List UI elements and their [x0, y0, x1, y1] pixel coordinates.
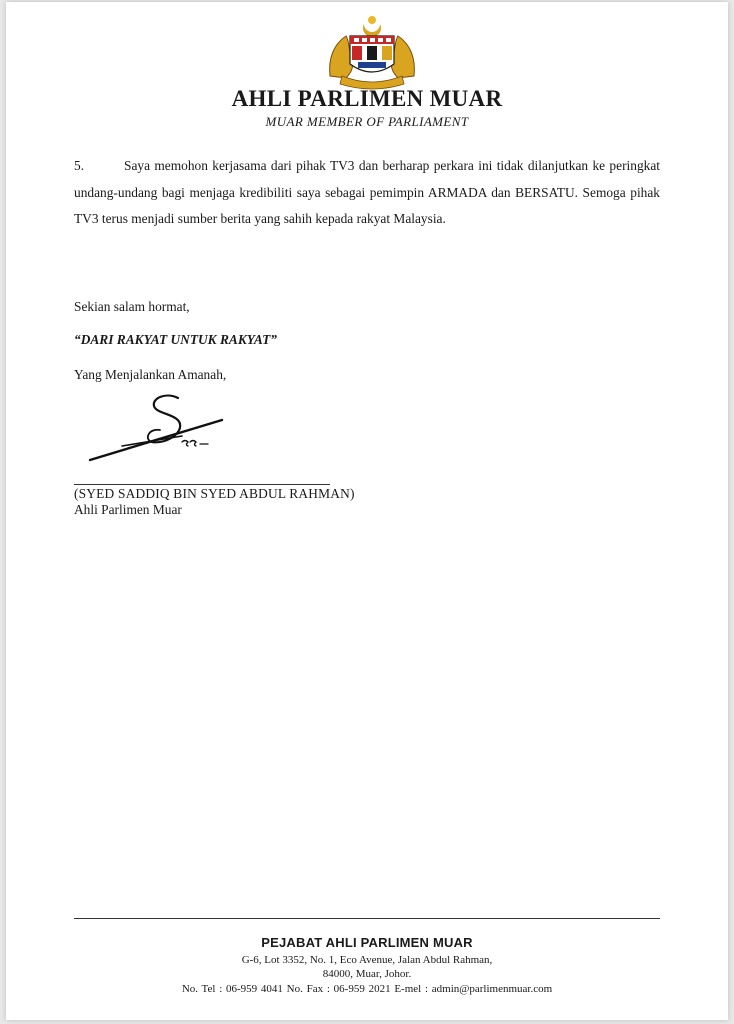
footer-address-line2: 84000, Muar, Johor. — [322, 968, 412, 980]
footer-address-line1: G-6, Lot 3352, No. 1, Eco Avenue, Jalan Abdul Rahman, — [241, 954, 493, 966]
paragraph-number: 5. — [74, 158, 85, 173]
closing-line: Sekian salam hormat, — [74, 299, 190, 314]
signature-graphic — [82, 390, 242, 470]
paragraph-text: Saya memohon kerjasama dari pihak TV3 dan berharap perkara ini tidak dilanjutkan ke peringkat undang-undang bagi menjaga kredibiliti saya sebagai pemimpin ARMADA dan BERSATU. Semoga pihak TV3 terus menjadi sumber berita yang sahih kepada rakyat Malaysia. — [74, 158, 660, 226]
signer-role: Ahli Parlimen Muar — [74, 502, 182, 517]
page-subtitle: MUAR MEMBER OF PARLIAMENT — [265, 114, 469, 129]
signature-line — [74, 484, 330, 485]
footer-contact-line: No. Tel : 06-959 4041 No. Fax : 06-959 2021 E-mel : admin@parlimenmuar.com — [181, 983, 553, 995]
footer-office-title: PEJABAT AHLI PARLIMEN MUAR — [261, 935, 473, 950]
motto-line: “DARI RAKYAT UNTUK RAKYAT” — [74, 332, 278, 347]
amanah-line: Yang Menjalankan Amanah, — [74, 367, 227, 382]
footer-divider — [74, 918, 660, 919]
page-title: AHLI PARLIMEN MUAR — [231, 86, 503, 111]
letter-page — [6, 2, 728, 1020]
coat-of-arms-icon — [324, 14, 420, 90]
body-paragraph — [74, 153, 660, 233]
signer-name: (SYED SADDIQ BIN SYED ABDUL RAHMAN) — [74, 486, 355, 501]
